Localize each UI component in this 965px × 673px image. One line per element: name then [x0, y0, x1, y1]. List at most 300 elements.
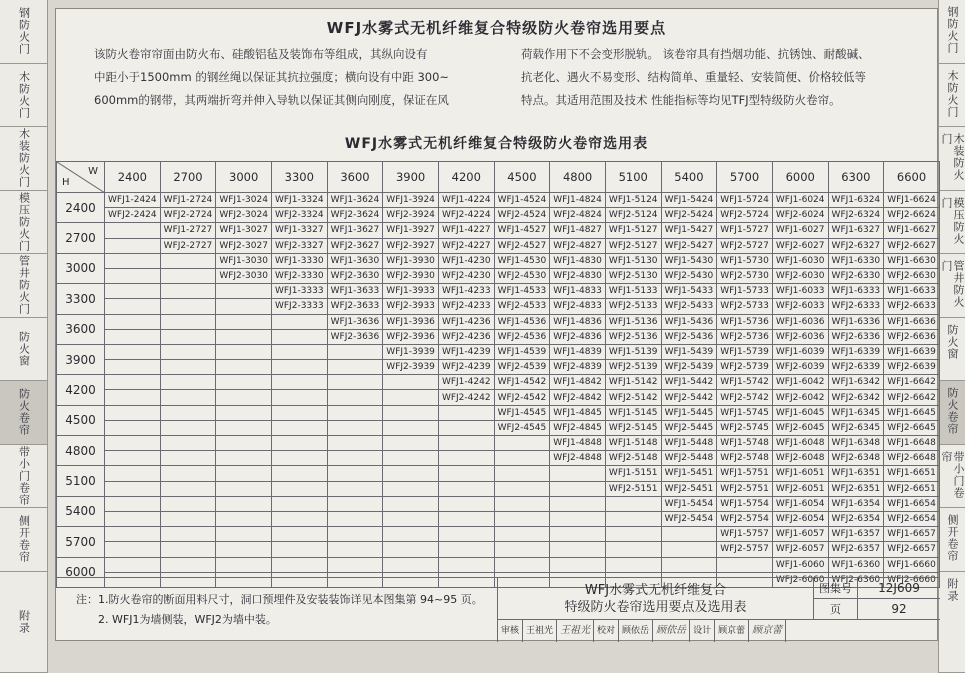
category-tab[interactable]: 带小门卷帘 [939, 445, 965, 509]
model-cell: WFJ1-6348 [828, 436, 884, 451]
model-cell [216, 329, 272, 344]
model-cell: WFJ2-5151 [605, 481, 661, 496]
model-cell [271, 390, 327, 405]
model-cell: WFJ1-3930 [383, 253, 439, 268]
model-cell: WFJ2-4236 [438, 329, 494, 344]
model-cell: WFJ1-4539 [494, 344, 550, 359]
model-cell [438, 420, 494, 435]
model-cell: WFJ2-5724 [717, 208, 773, 223]
width-header: 3000 [216, 162, 272, 193]
model-cell: WFJ1-6054 [772, 496, 828, 511]
model-cell: WFJ2-5142 [605, 390, 661, 405]
model-cell: WFJ1-5133 [605, 284, 661, 299]
model-cell [216, 299, 272, 314]
model-cell [216, 360, 272, 375]
model-cell [271, 481, 327, 496]
model-cell: WFJ2-3636 [327, 329, 383, 344]
intro-line: 中距小于1500mm 的钢丝绳以保证其抗拉强度；横向设有中距 300~ [94, 70, 450, 84]
model-cell [383, 405, 439, 420]
model-cell: WFJ2-3024 [216, 208, 272, 223]
model-cell: WFJ2-6051 [772, 481, 828, 496]
model-cell: WFJ1-6327 [828, 223, 884, 238]
model-cell: WFJ2-3027 [216, 238, 272, 253]
model-cell: WFJ2-4239 [438, 360, 494, 375]
model-cell: WFJ1-4227 [438, 223, 494, 238]
model-cell [438, 496, 494, 511]
model-cell: WFJ1-3624 [327, 193, 383, 208]
model-cell [160, 405, 216, 420]
title-block [497, 578, 939, 642]
category-tab[interactable]: 钢防火门 [939, 0, 965, 64]
model-cell: WFJ2-6327 [828, 238, 884, 253]
model-cell [160, 375, 216, 390]
notes [76, 590, 483, 630]
model-cell: WFJ2-5454 [661, 511, 717, 526]
model-cell: WFJ2-5424 [661, 208, 717, 223]
model-cell: WFJ1-4527 [494, 223, 550, 238]
model-cell: WFJ2-5439 [661, 360, 717, 375]
model-cell: WFJ1-6360 [828, 557, 884, 572]
model-cell [160, 390, 216, 405]
model-cell [438, 527, 494, 542]
model-cell: WFJ1-5427 [661, 223, 717, 238]
height-header: 3300 [57, 284, 105, 314]
model-cell [438, 481, 494, 496]
model-cell: WFJ2-5133 [605, 299, 661, 314]
model-cell: WFJ1-6027 [772, 223, 828, 238]
model-cell [494, 481, 550, 496]
model-cell: WFJ1-6627 [884, 223, 940, 238]
model-cell: WFJ2-6645 [884, 420, 940, 435]
model-cell: WFJ2-6651 [884, 481, 940, 496]
model-cell [383, 496, 439, 511]
model-cell: WFJ2-4230 [438, 268, 494, 283]
model-cell [383, 466, 439, 481]
model-cell: WFJ2-6336 [828, 329, 884, 344]
model-cell: WFJ2-5451 [661, 481, 717, 496]
note-1: 注：1.防火卷帘的断面用料尺寸，洞口预埋件及安装装饰详见本图集第 94~95 页。 [76, 593, 483, 606]
category-tab[interactable]: 模压防火门 [939, 191, 965, 255]
model-cell: WFJ1-5139 [605, 344, 661, 359]
model-cell: WFJ1-6624 [884, 193, 940, 208]
category-tab[interactable]: 防火卷帘 [939, 381, 965, 445]
model-cell: WFJ2-6324 [828, 208, 884, 223]
model-cell: WFJ2-5748 [717, 451, 773, 466]
model-cell [160, 466, 216, 481]
model-cell: WFJ2-5124 [605, 208, 661, 223]
model-cell [105, 451, 161, 466]
model-cell: WFJ1-5739 [717, 344, 773, 359]
model-cell [216, 436, 272, 451]
model-cell: WFJ2-5139 [605, 360, 661, 375]
category-tab[interactable]: 模压防火门 [0, 191, 47, 255]
model-cell: WFJ2-2727 [160, 238, 216, 253]
model-cell: WFJ2-4536 [494, 329, 550, 344]
intro-line: 特点。其适用范围及技术 性能指标等均见TFJ型特级防火卷帘。 [521, 93, 841, 107]
model-cell: WFJ2-6351 [828, 481, 884, 496]
model-cell: WFJ2-5445 [661, 420, 717, 435]
model-cell: WFJ2-3936 [383, 329, 439, 344]
model-cell: WFJ1-3933 [383, 284, 439, 299]
model-cell: WFJ1-5442 [661, 375, 717, 390]
model-cell [271, 405, 327, 420]
note-2: 2. WFJ1为墙侧装，WFJ2为墙中装。 [98, 613, 277, 626]
model-cell: WFJ2-6648 [884, 451, 940, 466]
model-cell: WFJ2-3627 [327, 238, 383, 253]
model-cell [383, 375, 439, 390]
model-cell [327, 481, 383, 496]
model-cell: WFJ2-4824 [550, 208, 606, 223]
model-cell: WFJ1-5733 [717, 284, 773, 299]
model-cell: WFJ1-6033 [772, 284, 828, 299]
category-tab[interactable]: 木装防火门 [0, 127, 47, 191]
model-cell: WFJ1-4839 [550, 344, 606, 359]
model-cell: WFJ2-5442 [661, 390, 717, 405]
model-cell [160, 496, 216, 511]
model-cell [216, 542, 272, 557]
model-cell: WFJ2-4527 [494, 238, 550, 253]
model-cell [438, 542, 494, 557]
model-cell: WFJ1-5724 [717, 193, 773, 208]
category-tab[interactable]: 带小门卷帘 [0, 445, 47, 509]
model-cell: WFJ1-5151 [605, 466, 661, 481]
model-cell [327, 542, 383, 557]
model-cell [383, 481, 439, 496]
model-cell: WFJ1-5448 [661, 436, 717, 451]
model-cell: WFJ2-4233 [438, 299, 494, 314]
model-cell [605, 511, 661, 526]
model-cell [383, 557, 439, 572]
model-cell [160, 360, 216, 375]
model-cell [327, 420, 383, 435]
model-cell [105, 405, 161, 420]
model-cell: WFJ2-6639 [884, 360, 940, 375]
model-cell: WFJ2-3333 [271, 299, 327, 314]
model-cell [105, 436, 161, 451]
model-cell [550, 542, 606, 557]
category-tab[interactable]: 附录 [0, 572, 47, 673]
model-cell: WFJ1-4533 [494, 284, 550, 299]
model-cell: WFJ2-6660 [884, 572, 940, 587]
model-cell [160, 253, 216, 268]
height-header: 3000 [57, 253, 105, 283]
model-cell [271, 375, 327, 390]
model-cell: WFJ1-3633 [327, 284, 383, 299]
model-cell: WFJ2-6039 [772, 360, 828, 375]
model-cell: WFJ1-6051 [772, 466, 828, 481]
category-tab[interactable]: 管井防火门 [0, 254, 47, 318]
model-cell: WFJ1-4242 [438, 375, 494, 390]
corner-h: H [62, 177, 70, 188]
model-cell [216, 527, 272, 542]
model-cell: WFJ2-6333 [828, 299, 884, 314]
model-cell [271, 451, 327, 466]
category-tab[interactable]: 附录 [939, 572, 965, 673]
model-cell: WFJ1-6330 [828, 253, 884, 268]
model-cell: WFJ1-3924 [383, 193, 439, 208]
model-cell [550, 511, 606, 526]
model-cell: WFJ2-6048 [772, 451, 828, 466]
model-cell: WFJ2-6030 [772, 268, 828, 283]
model-cell: WFJ1-3024 [216, 193, 272, 208]
signature-field: 王祖光 [523, 620, 557, 642]
intro-line: 600mm的钢带，其两端折弯并伸入导轨以保证其侧向刚度，保证在风 [94, 93, 449, 107]
model-cell [216, 375, 272, 390]
model-cell: WFJ1-3327 [271, 223, 327, 238]
model-cell: WFJ2-5433 [661, 299, 717, 314]
atlas-number: 12J609 [858, 578, 940, 599]
model-cell [494, 527, 550, 542]
width-header: 3300 [271, 162, 327, 193]
model-cell: WFJ2-4845 [550, 420, 606, 435]
model-cell: WFJ1-3939 [383, 344, 439, 359]
category-tab[interactable]: 钢防火门 [0, 0, 47, 64]
model-cell: WFJ2-3930 [383, 268, 439, 283]
model-cell: WFJ2-4842 [550, 390, 606, 405]
model-cell [271, 329, 327, 344]
model-cell [327, 466, 383, 481]
model-cell [661, 542, 717, 557]
model-cell [327, 557, 383, 572]
page-number: 92 [858, 599, 940, 620]
model-cell: WFJ1-5736 [717, 314, 773, 329]
model-cell [327, 360, 383, 375]
model-cell [550, 481, 606, 496]
footer [56, 577, 939, 641]
height-header: 4200 [57, 375, 105, 405]
model-cell: WFJ1-5454 [661, 496, 717, 511]
height-header: 5700 [57, 527, 105, 557]
category-tab[interactable]: 防火窗 [0, 318, 47, 382]
model-cell: WFJ1-6639 [884, 344, 940, 359]
category-tab[interactable]: 木防火门 [939, 64, 965, 128]
model-cell: WFJ1-5145 [605, 405, 661, 420]
signature-field: 校对 [594, 620, 619, 642]
width-header: 5700 [717, 162, 773, 193]
model-cell [438, 436, 494, 451]
model-cell [383, 542, 439, 557]
model-cell: WFJ1-4233 [438, 284, 494, 299]
width-header: 4500 [494, 162, 550, 193]
model-cell [160, 314, 216, 329]
model-cell [438, 511, 494, 526]
model-cell: WFJ2-6027 [772, 238, 828, 253]
width-header: 6300 [828, 162, 884, 193]
height-header: 6000 [57, 557, 105, 587]
width-header: 2400 [105, 162, 161, 193]
model-cell [105, 542, 161, 557]
model-cell: WFJ1-3627 [327, 223, 383, 238]
height-header: 4800 [57, 436, 105, 466]
model-cell: WFJ1-6645 [884, 405, 940, 420]
model-cell: WFJ2-4827 [550, 238, 606, 253]
model-cell: WFJ2-5751 [717, 481, 773, 496]
model-cell: WFJ1-6351 [828, 466, 884, 481]
model-cell [160, 527, 216, 542]
model-cell: WFJ1-6357 [828, 527, 884, 542]
signature-field: 顾京蕾 [749, 620, 786, 642]
model-cell [605, 527, 661, 542]
width-header: 4200 [438, 162, 494, 193]
model-cell [494, 451, 550, 466]
category-tab[interactable]: 侧开卷帘 [0, 508, 47, 572]
title-block-line: WFJ水雾式无机纤维复合 [584, 583, 727, 598]
model-cell: WFJ1-3330 [271, 253, 327, 268]
height-header: 3600 [57, 314, 105, 344]
model-cell: WFJ2-4848 [550, 451, 606, 466]
model-cell [383, 511, 439, 526]
model-cell: WFJ2-3030 [216, 268, 272, 283]
model-cell: WFJ1-5436 [661, 314, 717, 329]
model-cell: WFJ2-5757 [717, 542, 773, 557]
model-cell [160, 481, 216, 496]
model-cell: WFJ2-6060 [772, 572, 828, 587]
model-cell: WFJ2-6045 [772, 420, 828, 435]
model-cell: WFJ1-4842 [550, 375, 606, 390]
model-cell: WFJ2-5130 [605, 268, 661, 283]
model-cell [160, 299, 216, 314]
signature-row [498, 620, 814, 642]
model-cell [160, 436, 216, 451]
width-header: 4800 [550, 162, 606, 193]
model-cell [216, 466, 272, 481]
model-cell: WFJ2-5136 [605, 329, 661, 344]
model-cell: WFJ1-6042 [772, 375, 828, 390]
model-cell: WFJ2-4224 [438, 208, 494, 223]
model-cell: WFJ1-5148 [605, 436, 661, 451]
model-cell: WFJ1-6651 [884, 466, 940, 481]
model-cell: WFJ1-2424 [105, 193, 161, 208]
model-cell [105, 420, 161, 435]
model-cell: WFJ1-6636 [884, 314, 940, 329]
model-cell: WFJ1-4545 [494, 405, 550, 420]
model-cell: WFJ2-5745 [717, 420, 773, 435]
model-cell: WFJ1-6039 [772, 344, 828, 359]
model-cell: WFJ2-6354 [828, 511, 884, 526]
model-cell [105, 496, 161, 511]
model-cell: WFJ2-5436 [661, 329, 717, 344]
model-cell: WFJ1-6354 [828, 496, 884, 511]
model-cell: WFJ2-5145 [605, 420, 661, 435]
model-cell: WFJ2-3939 [383, 360, 439, 375]
table-title: WFJ水雾式无机纤维复合特级防火卷帘选用表 [344, 136, 649, 152]
model-cell: WFJ2-5727 [717, 238, 773, 253]
model-cell [216, 405, 272, 420]
model-cell: WFJ1-3333 [271, 284, 327, 299]
signature-field: 顾京蕾 [715, 620, 749, 642]
model-cell: WFJ1-6339 [828, 344, 884, 359]
model-cell: WFJ1-6342 [828, 375, 884, 390]
model-cell: WFJ1-6657 [884, 527, 940, 542]
model-cell [271, 496, 327, 511]
model-cell [661, 557, 717, 572]
model-cell: WFJ1-3927 [383, 223, 439, 238]
model-cell: WFJ1-5130 [605, 253, 661, 268]
model-cell [160, 557, 216, 572]
category-tab[interactable]: 防火窗 [939, 318, 965, 382]
model-cell [661, 527, 717, 542]
model-cell: WFJ1-4236 [438, 314, 494, 329]
model-cell [216, 420, 272, 435]
model-cell [550, 466, 606, 481]
category-tab[interactable]: 管井防火门 [939, 254, 965, 318]
model-cell: WFJ2-5730 [717, 268, 773, 283]
model-cell [383, 436, 439, 451]
model-cell: WFJ2-3624 [327, 208, 383, 223]
model-cell: WFJ1-4833 [550, 284, 606, 299]
model-cell: WFJ1-5136 [605, 314, 661, 329]
signature-field: 设计 [690, 620, 715, 642]
model-cell: WFJ2-6042 [772, 390, 828, 405]
model-cell [160, 344, 216, 359]
model-cell: WFJ2-6057 [772, 542, 828, 557]
model-cell: WFJ1-5445 [661, 405, 717, 420]
model-cell: WFJ2-6654 [884, 511, 940, 526]
model-cell: WFJ1-6633 [884, 284, 940, 299]
title-block-line: 特级防火卷帘选用要点及选用表 [564, 600, 747, 615]
model-cell: WFJ1-4239 [438, 344, 494, 359]
model-cell: WFJ1-5430 [661, 253, 717, 268]
model-cell: WFJ2-4542 [494, 390, 550, 405]
model-cell: WFJ2-3630 [327, 268, 383, 283]
model-cell: WFJ1-5727 [717, 223, 773, 238]
model-cell [271, 511, 327, 526]
category-tab[interactable]: 防火卷帘 [0, 381, 47, 445]
model-cell: WFJ1-6324 [828, 193, 884, 208]
model-cell: WFJ2-4545 [494, 420, 550, 435]
model-cell: WFJ2-6642 [884, 390, 940, 405]
model-cell: WFJ2-5742 [717, 390, 773, 405]
model-cell: WFJ1-4230 [438, 253, 494, 268]
intro-left [94, 43, 499, 112]
model-cell: WFJ1-6648 [884, 436, 940, 451]
model-cell: WFJ2-3927 [383, 238, 439, 253]
category-tab[interactable]: 木防火门 [0, 64, 47, 128]
model-cell: WFJ1-6630 [884, 253, 940, 268]
model-cell [383, 420, 439, 435]
model-cell [105, 314, 161, 329]
model-cell: WFJ1-6345 [828, 405, 884, 420]
category-tab[interactable]: 侧开卷帘 [939, 508, 965, 572]
model-cell: WFJ2-6627 [884, 238, 940, 253]
model-cell: WFJ1-5748 [717, 436, 773, 451]
model-cell [327, 436, 383, 451]
model-cell [105, 481, 161, 496]
model-cell [105, 390, 161, 405]
model-cell: WFJ2-5736 [717, 329, 773, 344]
model-cell [271, 436, 327, 451]
width-header: 5400 [661, 162, 717, 193]
model-cell [105, 557, 161, 572]
model-cell: WFJ1-3027 [216, 223, 272, 238]
model-cell: WFJ2-6036 [772, 329, 828, 344]
model-cell [271, 466, 327, 481]
model-cell: WFJ1-5142 [605, 375, 661, 390]
model-cell [105, 466, 161, 481]
model-cell: WFJ2-4524 [494, 208, 550, 223]
category-tab[interactable]: 木装防火门 [939, 127, 965, 191]
model-cell: WFJ1-5751 [717, 466, 773, 481]
signature-field: 审核 [498, 620, 523, 642]
model-cell [494, 511, 550, 526]
drawing-sheet [55, 8, 938, 641]
atlas-label: 图集号 [814, 578, 858, 599]
intro-right [521, 43, 921, 112]
model-cell: WFJ1-5757 [717, 527, 773, 542]
model-cell: WFJ1-4530 [494, 253, 550, 268]
model-cell [438, 466, 494, 481]
model-cell: WFJ1-5745 [717, 405, 773, 420]
